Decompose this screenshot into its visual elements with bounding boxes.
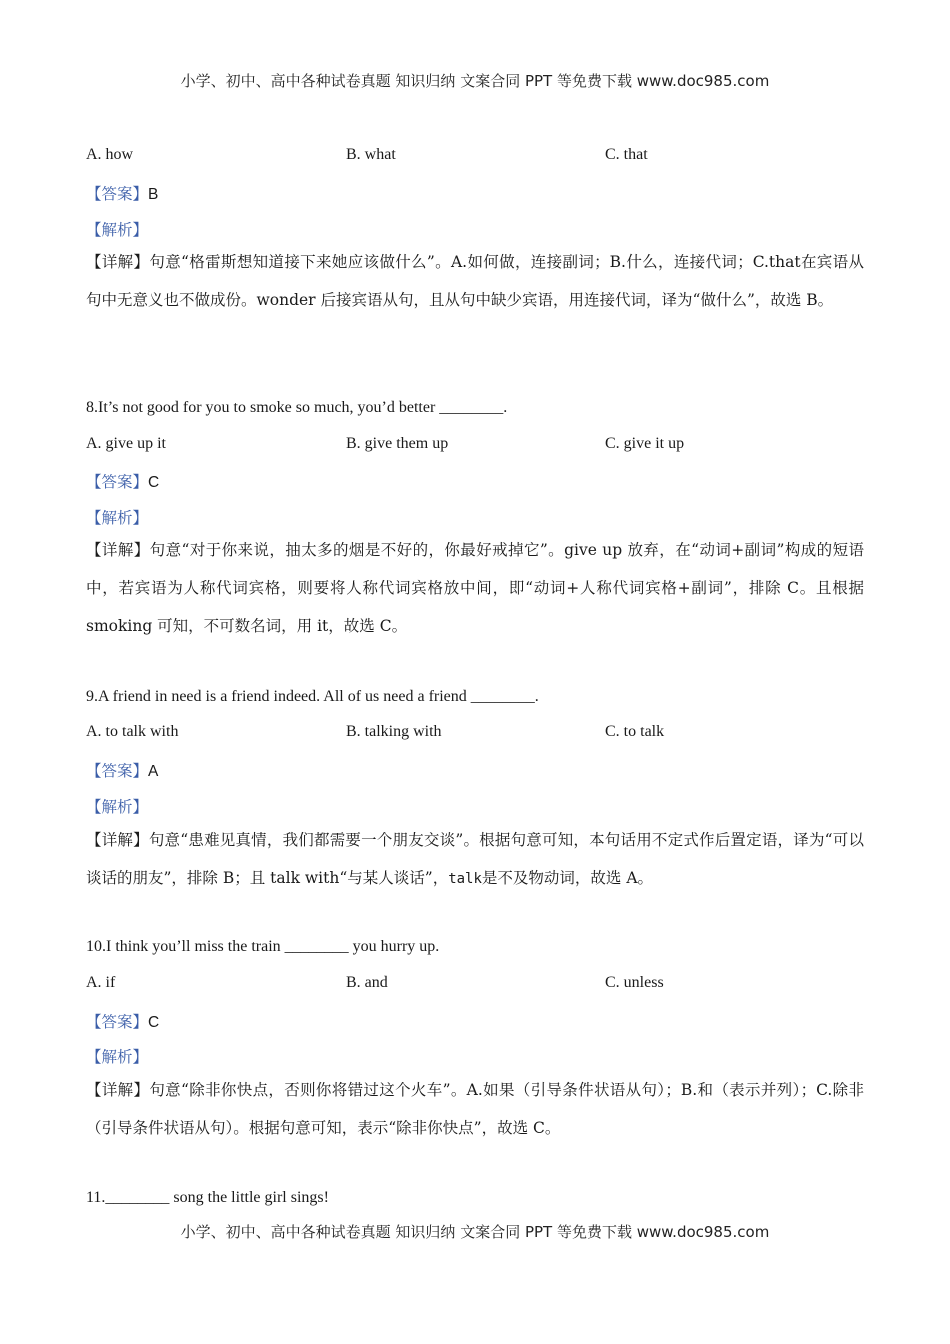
q7-option-a: A. how: [86, 146, 134, 163]
q7-option-c: C. that: [605, 146, 648, 163]
q10-option-b: B. and: [346, 974, 388, 991]
q10-option-c: C. unless: [605, 974, 664, 991]
q9-detail: [86, 821, 864, 898]
page-footer: 小学、初中、高中各种试卷真题 知识归纳 文案合同 PPT 等免费下载 www.doc985.com: [180, 1223, 770, 1241]
q10-detail: [86, 1071, 864, 1147]
q10-option-a: A. if: [86, 974, 116, 991]
q8-option-c: C. give it up: [605, 435, 685, 452]
q9-detail-text-a: 句意“患难见真情，我们都需要一个朋友交谈”。根据句意可知，本句话用不定式作后置定语，译为“可以谈话的朋友”，排除 B；且 talk with“与某人谈话”，: [86, 831, 864, 887]
q8-answer: [86, 470, 159, 492]
q8-detail-text: 句意“对于你来说，抽太多的烟是不好的，你最好戒掉它”。give up 放弃，在“动词+副词”构成的短语中，若宾语为人称代词宾格，则要将人称代词宾格放中间，即“动词+人称代词宾格+副词”，排除 C。且根据 smoking 可知，不可数名词，用 it，故选 C。: [86, 541, 864, 635]
q7-answer-value: B: [148, 186, 159, 203]
answer-label: 【答案】: [86, 185, 149, 203]
q10-answer: [86, 1010, 159, 1032]
q7-detail-text: 句意“格雷斯想知道接下来她应该做什么”。A.如何做，连接副词；B.什么，连接代词；C.that在宾语从句中无意义也不做成份。wonder 后接宾语从句，且从句中缺少宾语，用连接代词，译为“做什么”，故选 B。: [86, 253, 864, 309]
q9-analysis-label: 【解析】: [86, 798, 149, 816]
q8-option-b: B. give them up: [346, 435, 449, 452]
q9-answer-value: A: [148, 763, 159, 780]
q10-answer-value: C: [148, 1014, 160, 1031]
answer-label: 【答案】: [86, 1013, 149, 1031]
q9-detail-word: talk: [448, 871, 482, 887]
q9-answer: [86, 759, 158, 781]
q9-option-b: B. talking with: [346, 723, 442, 740]
answer-label: 【答案】: [86, 473, 149, 491]
q10-stem: 10.I think you’ll miss the train ________ you hurry up.: [86, 938, 440, 955]
q10-detail-text: 句意“除非你快点，否则你将错过这个火车”。A.如果（引导条件状语从句）；B.和（表示并列）；C.除非（引导条件状语从句）。根据句意可知，表示“除非你快点”，故选 C。: [86, 1081, 864, 1137]
q8-analysis-label: 【解析】: [86, 509, 149, 527]
q9-option-a: A. to talk with: [86, 723, 179, 740]
q8-option-a: A. give up it: [86, 435, 166, 452]
detail-label: 【详解】: [86, 1081, 150, 1099]
detail-label: 【详解】: [86, 253, 150, 271]
q8-detail: [86, 531, 864, 645]
q8-stem: 8.It’s not good for you to smoke so much, you’d better ________.: [86, 399, 508, 416]
q9-detail-text-b: 是不及物动词，故选 A。: [481, 869, 654, 887]
detail-label: 【详解】: [86, 831, 149, 849]
detail-label: 【详解】: [86, 541, 150, 559]
q10-analysis-label: 【解析】: [86, 1048, 149, 1066]
q7-detail: [86, 243, 864, 319]
q7-answer: [86, 182, 158, 204]
answer-label: 【答案】: [86, 762, 149, 780]
q9-option-c: C. to talk: [605, 723, 665, 740]
q9-stem: 9.A friend in need is a friend indeed. All of us need a friend ________.: [86, 688, 539, 705]
q7-analysis-label: 【解析】: [86, 221, 149, 239]
q7-option-b: B. what: [346, 146, 396, 163]
page-header: 小学、初中、高中各种试卷真题 知识归纳 文案合同 PPT 等免费下载 www.doc985.com: [180, 72, 770, 90]
q11-stem: 11.________ song the little girl sings!: [86, 1189, 329, 1206]
q8-answer-value: C: [148, 474, 160, 491]
